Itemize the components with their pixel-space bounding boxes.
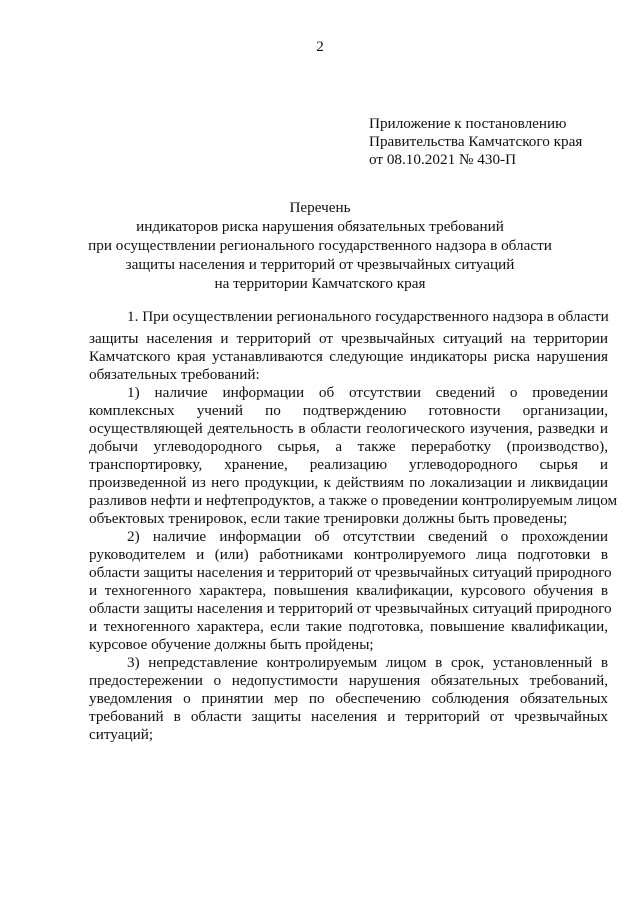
body-line: и техногенного характера, если такие подготовка, повышение квалификации, [89, 618, 608, 635]
body-line: области защиты населения и территорий от чрезвычайных ситуаций природного [89, 600, 612, 617]
title-line: на территории Камчатского края [214, 275, 426, 292]
body-line: уведомления о принятии мер по обеспечению соблюдения обязательных [89, 690, 608, 707]
document-title [0, 198, 640, 293]
body-line: объектовых тренировок, если такие тренировки должны быть проведены; [89, 510, 568, 527]
appendix-header [369, 115, 629, 169]
paragraph-indicator-3 [89, 654, 608, 744]
body-line: 1. При осуществлении регионального государственного надзора в области [127, 308, 609, 325]
page-number: 2 [316, 38, 324, 55]
paragraph-indicator-1 [89, 384, 618, 528]
body-line: обязательных требований: [89, 366, 260, 383]
body-line: руководителем и (или) работниками контролируемого лица подготовки в [89, 546, 608, 563]
body-line: 1) наличие информации об отсутствии сведений о проведении [127, 384, 608, 401]
appendix-line: Правительства Камчатского края [369, 133, 583, 150]
body-line: добычи углеводородного сырья, а также переработку (производство), [89, 438, 608, 455]
body-line: области защиты населения и территорий от чрезвычайных ситуаций природного [89, 564, 612, 581]
body-line: курсовое обучение должны быть пройдены; [89, 636, 374, 653]
body-line: 3) непредставление контролируемым лицом в срок, установленный в [127, 654, 608, 671]
body-line: разливов нефти и нефтепродуктов, а также о проведении контролируемым лицом [89, 492, 618, 509]
title-line: защиты населения и территорий от чрезвычайных ситуаций [125, 256, 515, 273]
body-line: защиты населения и территорий от чрезвычайных ситуаций на территории [89, 330, 608, 347]
body-line: транспортировку, хранение, реализацию углеводородного сырья и [89, 456, 608, 473]
body-line: произведенной из него продукции, к действиям по локализации и ликвидации [89, 474, 608, 491]
paragraph-indicator-2 [89, 528, 612, 654]
paragraph-general [89, 308, 608, 384]
title-line: Перечень [289, 199, 351, 216]
body-line: предостережении о недопустимости нарушения обязательных требований, [89, 672, 608, 689]
appendix-line: от 08.10.2021 № 430-П [369, 151, 517, 168]
body-line: 2) наличие информации об отсутствии сведений о прохождении [127, 528, 608, 545]
title-line: индикаторов риска нарушения обязательных требований [136, 218, 504, 235]
body-line: и техногенного характера, повышения квалификации, курсового обучения в [89, 582, 608, 599]
appendix-line: Приложение к постановлению [369, 115, 567, 132]
body-line: осуществляющей деятельность в области геологического изучения, разведки и [89, 420, 608, 437]
document-body [89, 308, 618, 744]
title-line: при осуществлении регионального государственного надзора в области [88, 237, 552, 254]
body-line: ситуаций; [89, 726, 154, 743]
body-line: комплексных учений по подтверждению готовности организации, [89, 402, 608, 419]
body-line: Камчатского края устанавливаются следующие индикаторы риска нарушения [89, 348, 608, 365]
body-line: требований в области защиты населения и территорий от чрезвычайных [89, 708, 608, 725]
